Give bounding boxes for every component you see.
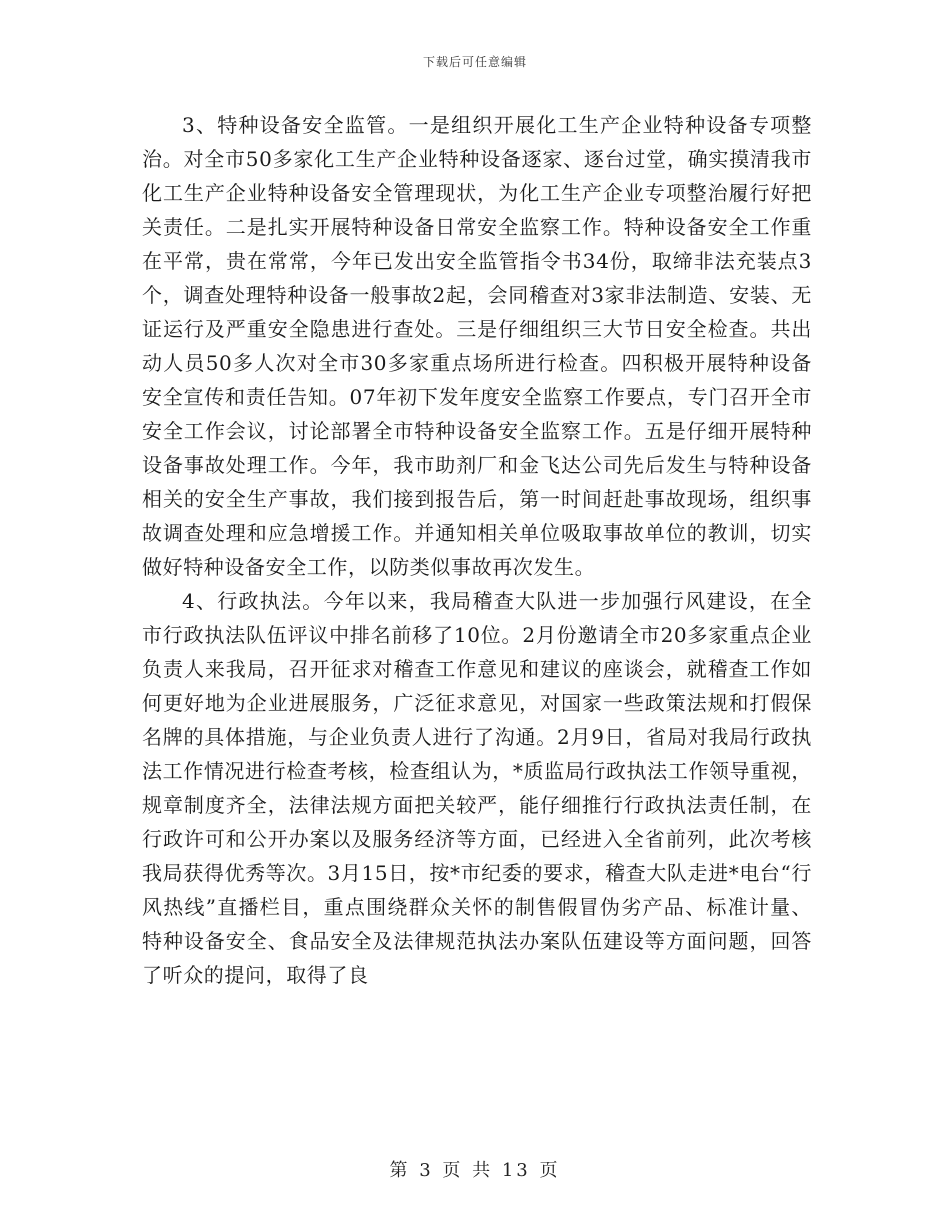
paragraph-administrative-enforcement: 4、行政执法。今年以来，我局稽查大队进一步加强行风建设，在全市行政执法队伍评议中排名前移了10位。2月份邀请全市20多家重点企业负责人来我局，召开征求对稽查工作意见和建议的座谈会，就稽查工作如何更好地为企业进展服务，广泛征求意见，对国家一些政策法规和打假保名牌的具体措施，与企业负责人进行了沟通。2月9日，省局对我局行政执法工作情况进行检查考核，检查组认为，*质监局行政执法工作领导重视，规章制度齐全，法律法规方面把关较严，能仔细推行行政执法责任制，在行政许可和公开办案以及服务经济等方面，已经进入全省前列，此次考核我局获得优秀等次。3月15日，按*市纪委的要求，稽查大队走进*电台“行风热线”直播栏目，重点围绕群众关怀的制售假冒伪劣产品、标准计量、特种设备安全、食品安全及法律规范执法办案队伍建设等方面问题，回答了听众的提问，取得了良 — [142, 589, 812, 987]
document-body — [142, 108, 812, 992]
page-header: 下载后可任意编辑 — [422, 55, 527, 69]
paragraph-special-equipment: 3、特种设备安全监管。一是组织开展化工生产企业特种设备专项整治。对全市50多家化工生产企业特种设备逐家、逐台过堂，确实摸清我市化工生产企业特种设备安全管理现状，为化工生产企业专项整治履行好把关责任。二是扎实开展特种设备日常安全监察工作。特种设备安全工作重在平常，贵在常常，今年已发出安全监管指令书34份，取缔非法充装点3个，调查处理特种设备一般事故2起，会同稽查对3家非法制造、安装、无证运行及严重安全隐患进行查处。三是仔细组织三大节日安全检查。共出动人员50多人次对全市30多家重点场所进行检查。四积极开展特种设备安全宣传和责任告知。07年初下发年度安全监察工作要点，专门召开全市安全工作会议，讨论部署全市特种设备安全监察工作。五是仔细开展特种设备事故处理工作。今年，我市助剂厂和金飞达公司先后发生与特种设备相关的安全生产事故，我们接到报告后，第一时间赶赴事故现场，组织事故调查处理和应急增援工作。并通知相关单位吸取事故单位的教训，切实做好特种设备安全工作，以防类似事故再次发生。 — [142, 113, 812, 579]
page-number: 第 3 页 共 13 页 — [389, 1160, 561, 1181]
